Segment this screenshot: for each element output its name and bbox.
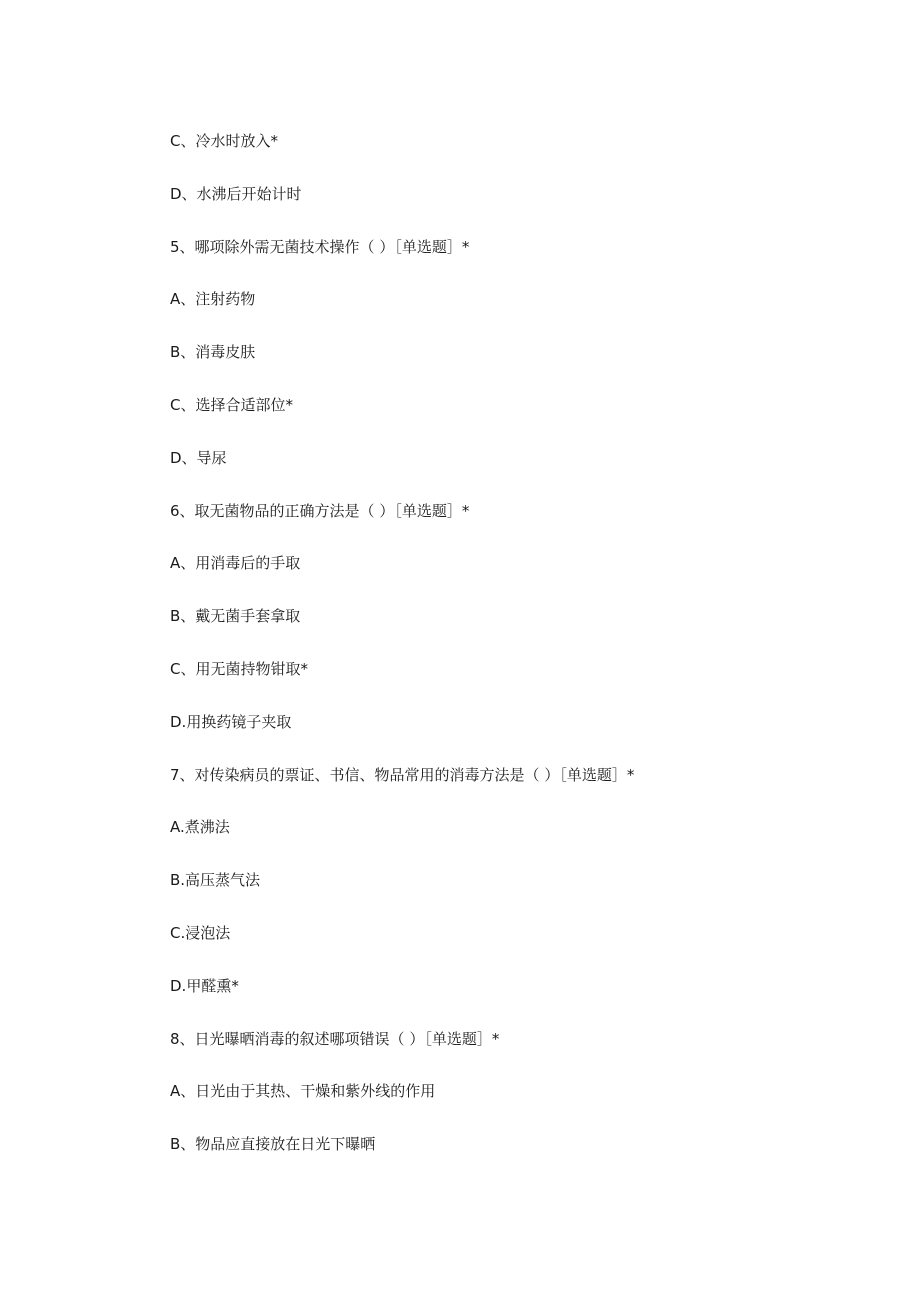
question-line: 8、日光曝晒消毒的叙述哪项错误（ ）［单选题］* [170, 1029, 500, 1048]
option-line: B、物品应直接放在日光下曝晒 [170, 1135, 376, 1154]
option-line: C.浸泡法 [170, 923, 231, 942]
option-line: D、导尿 [170, 448, 227, 467]
option-line: B、戴无菌手套拿取 [170, 607, 301, 626]
option-line: A、注射药物 [170, 290, 256, 309]
option-line: C、用无菌持物钳取* [170, 659, 308, 678]
option-line: D.用换药镜子夹取 [170, 712, 292, 731]
option-line: B.高压蒸气法 [170, 871, 261, 890]
option-line: B、消毒皮肤 [170, 343, 256, 362]
question-line: 6、取无菌物品的正确方法是（ ）［单选题］* [170, 501, 470, 520]
option-line: A、日光由于其热、干燥和紫外线的作用 [170, 1082, 436, 1101]
option-line: A.煮沸法 [170, 818, 230, 837]
question-list [170, 128, 870, 1184]
option-line: D.甲醛熏* [170, 976, 239, 995]
option-line: A、用消毒后的手取 [170, 554, 301, 573]
option-line: C、选择合适部位* [170, 395, 293, 414]
option-line: D、水沸后开始计时 [170, 184, 302, 203]
question-line: 7、对传染病员的票证、书信、物品常用的消毒方法是（ ）［单选题］* [170, 765, 635, 784]
question-line: 5、哪项除外需无菌技术操作（ ）［单选题］* [170, 237, 470, 256]
option-line: C、冷水时放入* [170, 132, 278, 150]
